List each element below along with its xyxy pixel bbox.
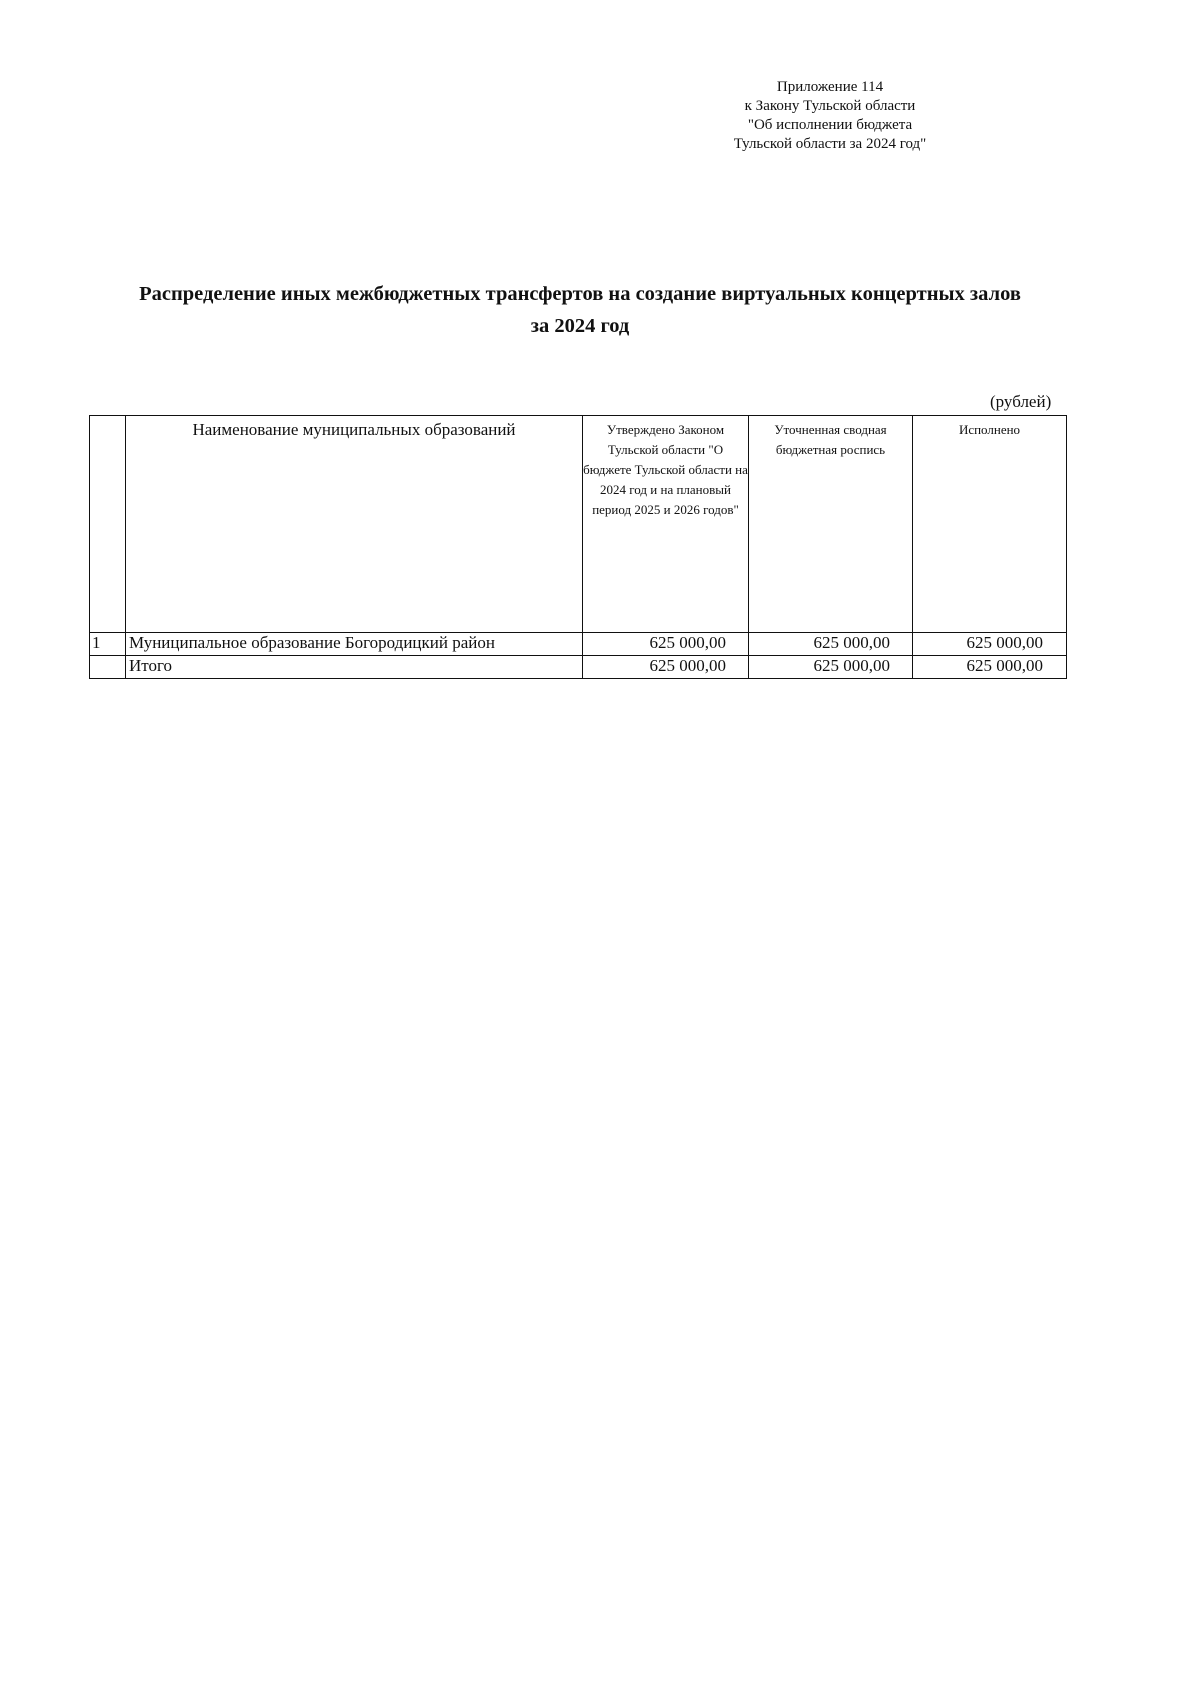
total-executed: 625 000,00 bbox=[913, 656, 1067, 679]
transfers-table bbox=[89, 415, 1067, 679]
row-name: Муниципальное образование Богородицкий район bbox=[126, 633, 583, 656]
row-number: 1 bbox=[90, 633, 126, 656]
table-total-row bbox=[90, 656, 1067, 679]
total-refined: 625 000,00 bbox=[749, 656, 913, 679]
appendix-line: "Об исполнении бюджета bbox=[747, 117, 913, 133]
title-line-2: за 2024 год bbox=[530, 315, 630, 337]
unit-label: (рублей) bbox=[990, 392, 1052, 411]
appendix-line: Приложение 114 bbox=[776, 79, 884, 95]
appendix-line: Тульской области за 2024 год" bbox=[733, 136, 927, 152]
row-approved: 625 000,00 bbox=[583, 633, 749, 656]
total-number bbox=[90, 656, 126, 679]
header-refined: Уточненная сводная бюджетная роспись bbox=[749, 416, 913, 633]
appendix-line: к Закону Тульской области bbox=[744, 98, 916, 114]
appendix-header bbox=[660, 78, 1000, 154]
document-title bbox=[80, 278, 1080, 342]
row-executed: 625 000,00 bbox=[913, 633, 1067, 656]
header-name: Наименование муниципальных образований bbox=[126, 416, 583, 633]
header-executed: Исполнено bbox=[913, 416, 1067, 633]
table-row bbox=[90, 633, 1067, 656]
total-approved: 625 000,00 bbox=[583, 656, 749, 679]
row-refined: 625 000,00 bbox=[749, 633, 913, 656]
header-number bbox=[90, 416, 126, 633]
header-approved: Утверждено Законом Тульской области "О бюджете Тульской области на 2024 год и на плановый период 2025 и 2026 годов" bbox=[583, 416, 749, 633]
total-label: Итого bbox=[126, 656, 583, 679]
title-line-1: Распределение иных межбюджетных трансфертов на создание виртуальных концертных залов bbox=[139, 283, 1021, 305]
table-header-row bbox=[90, 416, 1067, 633]
